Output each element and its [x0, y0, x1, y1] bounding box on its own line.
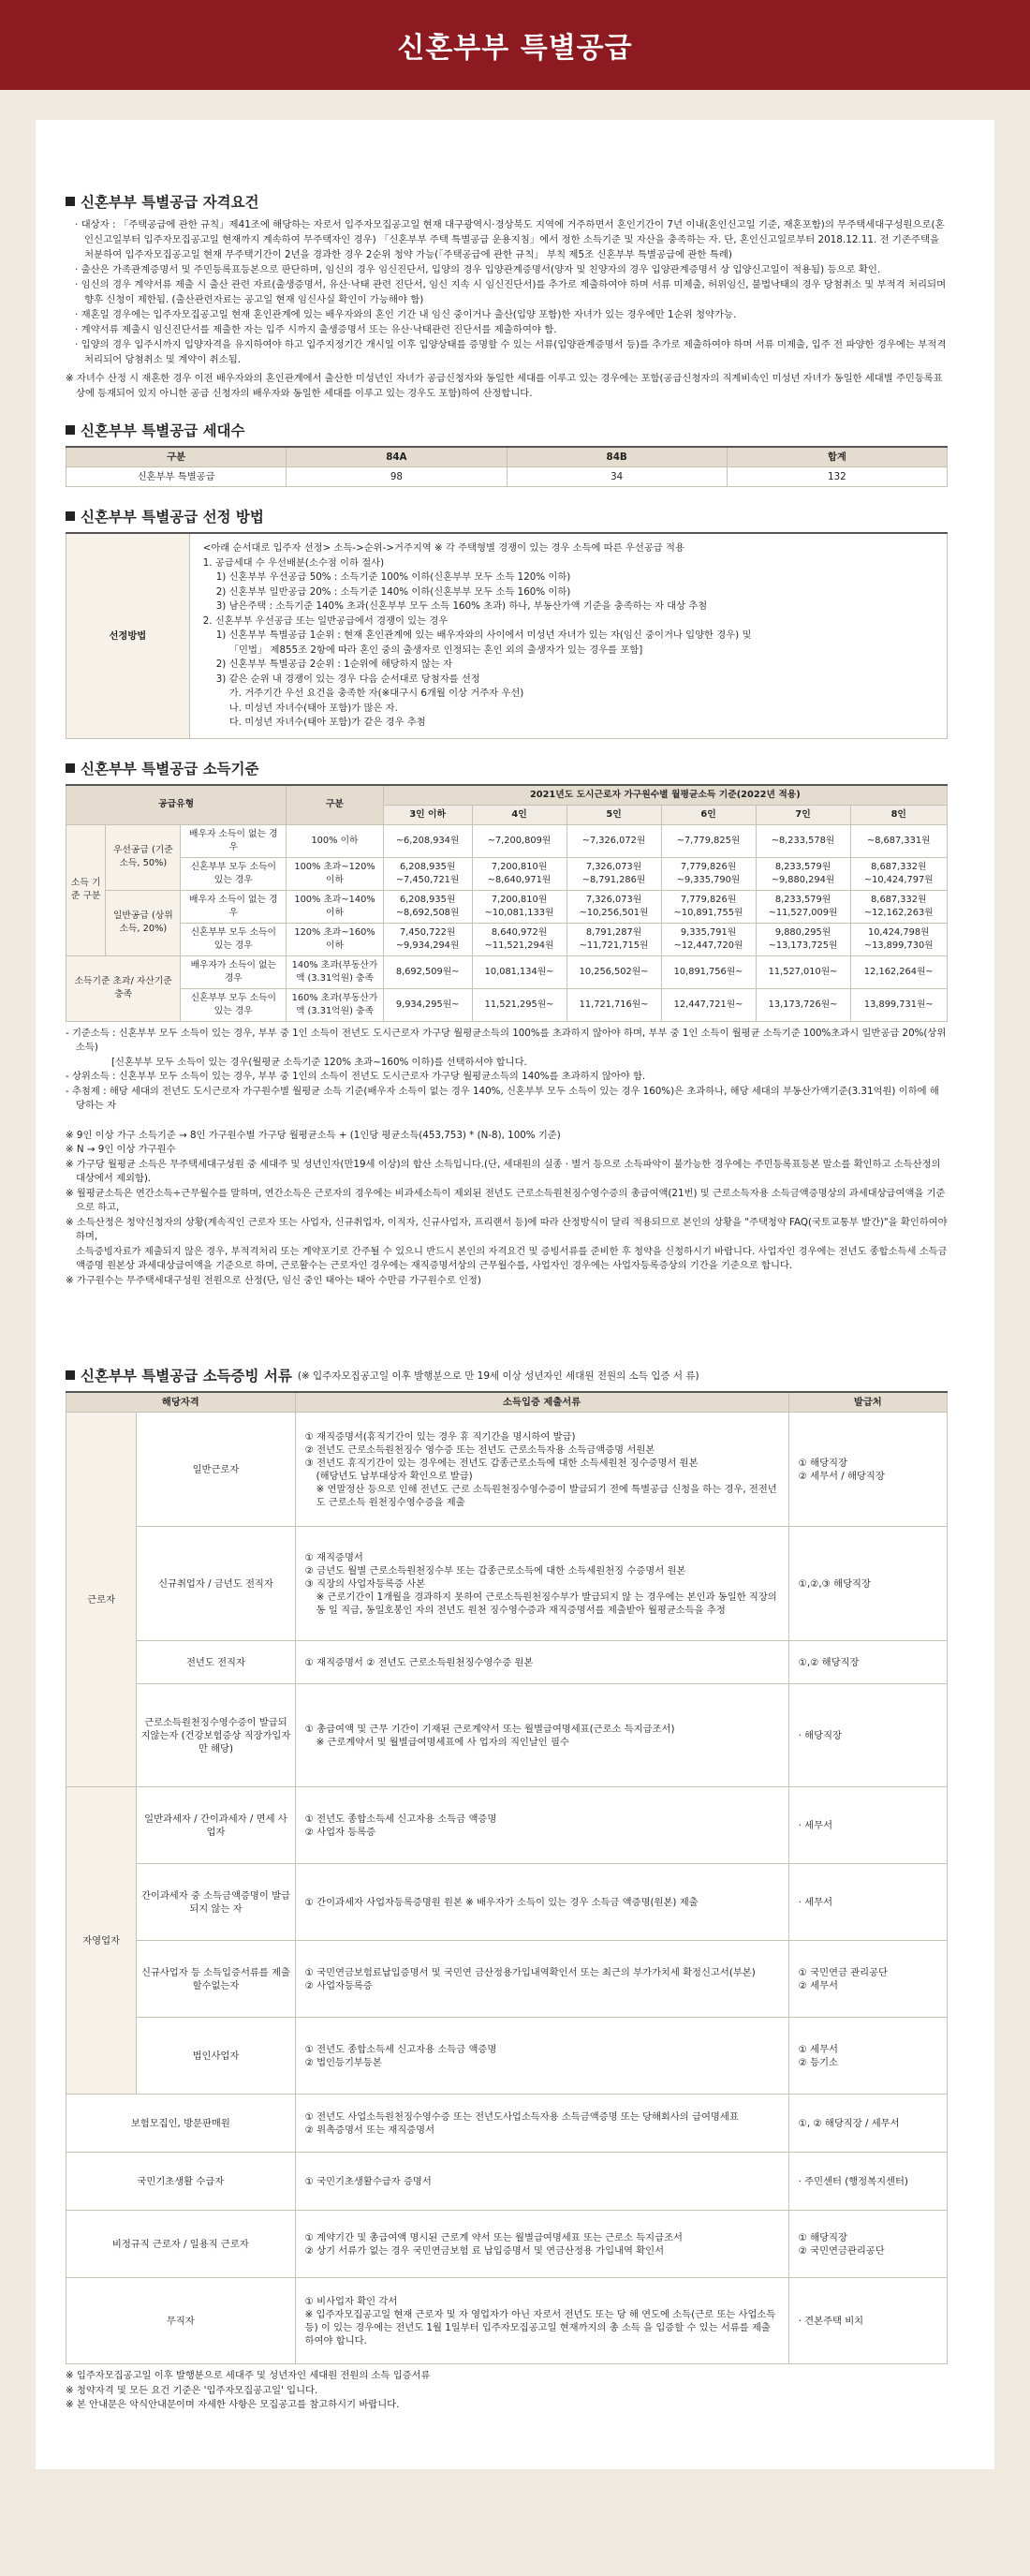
table-row: 근로소득원천징수영수증이 발급되지않는자 (건강보험증상 직장가입자만 해당) ① 총급여액 및 근무 기간이 기재된 근로계약서 또는 월별급여명세표(근로소 득지급조서) ※ 근로계약서 및 월별급여명세표에 사 업자의 직인날인 필수 · 해당직장	[66, 1684, 948, 1787]
section-title: 신혼부부 특별공급 선정 방법	[66, 506, 948, 526]
table-row: 무직자 ① 비사업자 확인 각서 ※ 입주자모집공고일 현재 근로자 및 자 영업자가 아닌 자로서 전년도 또는 당 해 연도에 소득(근로 또는 사업소득 등) 이 있는 경우에는 전년도 1월 1일부터 입주자모집공고일 현재까지의 총 소득 을 입증할 수 있는 서류를 제출하여야 합니다. · 견본주택 비치	[66, 2278, 948, 2364]
selection-method-section	[66, 506, 948, 739]
section-title: 신혼부부 특별공급 자격요건	[66, 191, 948, 212]
table-row: 보험모집인, 방문판매원 ① 전년도 사업소득원천징수영수증 또는 전년도사업소득자용 소득금액증명 또는 당해회사의 급여명세표 ② 위촉증명서 또는 재직증명서 ①, ② 해당직장 / 세무서	[66, 2095, 948, 2153]
list-item: · 출산은 가족관계증명서 및 주민등록표등본으로 판단하며, 임신의 경우 임신진단서, 입양의 경우 입양관계증명서(양자 및 친양자의 경우 입양관계증명서 상 입양신고일이 적용됨) 등으로 확인.	[75, 264, 881, 275]
eligibility-list	[66, 217, 948, 367]
list-item: · 대상자 : 「주택공급에 관한 규칙」제41조에 해당하는 자로서 입주자모집공고일 현재 대구광역시·경상북도 지역에 거주하면서 혼인기간이 7년 이내(혼인신고일 기준, 재혼포함)의 무주택세대구성원으로(혼인신고일부터 입주자모집공고일 현재까지 계속하여 무주택자인 경우) 「신혼부부 주택 특별공급 운용지침」에서 정한 소득기준 및 자산을 충족하는 자. 단, 혼인신고일로부터 2018.12.11. 전 기존주택을 처분하여 입주자모집공고일 현재 무주택기간이 2년을 경과한 경우 2순위 청약 가능(「주택공급에 관한 규칙」 부칙 제5조 신혼부부 특별공급에 관한 특례)	[75, 219, 945, 260]
square-bullet-icon	[66, 763, 75, 773]
table-row: 근로자 일반근로자 ① 재직증명서(휴직기간이 있는 경우 휴 직기간을 명시하여 발급) ② 전년도 근로소득원천징수 영수증 또는 전년도 근로소득자용 소득금액증명 서원본 ③ 전년도 휴직기간이 있는 경우에는 전년도 갑종근로소득에 대한 소득세원천 징수증명서 원본 (해당년도 납부대상자 확인으로 발급) ※ 연말정산 등으로 인해 전년도 근로 소득원천징수영수증이 발급되기 전에 특별공급 신청을 하는 경우, 전전년도 근로소득 원천징수영수증을 제출 ① 해당직장 ② 세무서 / 해당직장	[66, 1413, 948, 1527]
section-title: 신혼부부 특별공급 소득증빙 서류 (※ 입주자모집공고일 이후 발행분으로 만 19세 이상 성년자인 세대원 전원의 소득 입증 서 류)	[66, 1365, 948, 1385]
list-item: · 재혼일 경우에는 입주자모집공고일 현재 혼인관계에 있는 배우자와의 혼인 기간 내 임신 중이거나 출산(입양 포함)한 자녀가 있는 경우에만 1순위 청약가능.	[75, 309, 737, 320]
square-bullet-icon	[66, 1370, 75, 1380]
table-row: 자영업자 일반과세자 / 간이과세자 / 면세 사업자 ① 전년도 종합소득세 신고자용 소득금 액증명 ② 사업자 등록증 · 세무서	[66, 1787, 948, 1864]
table-row: 법인사업자 ① 전년도 종합소득세 신고자용 소득금 액증명 ② 법인등기부등본 ① 세무서 ② 등기소	[66, 2018, 948, 2095]
page-title: 신혼부부 특별공급	[397, 32, 633, 65]
income-criteria-section	[66, 758, 948, 1289]
eligibility-section	[66, 191, 948, 401]
list-item: · 임신의 경우 계약서류 제출 시 출산 관련 자료(출생증명서, 유산·낙태 관련 진단서, 임신 지속 시 임신진단서)를 추가로 제출하여야 하며 서류 미제출, 허위임신, 불법낙태의 경우 당첨취소 및 부적격 처리되며 향후 신청이 제한됨. (출산관련자료는 공고일 현재 임신사실 확인이 가능해야 함)	[75, 279, 947, 305]
income-criteria-table: 공급유형 구분 2021년도 도시근로자 가구원수별 월평균소득 기준(2022년 적용) 3인 이하 4인 5인 6인 7인 8인 소득 기준 구분 우선공급 (기준소득, 50%) 배우자 소득이 없는 경우 100% 이하 ~6,208,934원 ~7,200,809원 ~7,326,072원 ~7,779,825원 ~8,233,578원 ~8,687,331원 신혼부부 모두 소득이 있는 경우 100% 초과~120% 이하 6,208,935원 ~7,450,721원 7,200,810원 ~8,640,971원 7,326,073원 ~8,791,286원 7,779,826원 ~9,335,790원 8,233,579원 ~9,880,294원 8,687,332원 ~10,424,797원 일반공급 (상위소득, 20%) 배우자 소득이 없는 경우 100% 초과~140%이하 6,208,935원 ~8,692,508원 7,200,810원 ~10,081,133원 7,326,073원 ~10,256,501원 7,779,826원 ~10,891,755원 8,233,579원 ~11,527,009원 8,687,332원 ~12,162,263원 신혼부부 모두 소득이 있는 경우 120% 초과~160%이하 7,450,722원 ~9,934,294원 8,640,972원 ~11,521,294원 8,791,287원 ~11,721,715원 9,335,791원 ~12,447,720원 9,880,295원 ~13,173,725원 10,424,798원 ~13,899,730원 소득기준 초과/ 자산기준 충족 배우자가 소득이 없는 경우 140% 초과(부동산가액 (3.31억원) 충족 8,692,509원~ 10,081,134원~ 10,256,502원~ 10,891,756원~ 11,527,010원~ 12,162,264원~ 신혼부부 모두 소득이 있는 경우 160% 초과(부동산가액 (3.31억원) 충족 9,934,295원~ 11,521,295원~ 11,721,716원~ 12,447,721원~ 13,173,726원~ 13,899,731원~	[66, 784, 948, 1022]
table-row: 소득기준 초과/ 자산기준 충족 배우자가 소득이 없는 경우 140% 초과(부동산가액 (3.31억원) 충족 8,692,509원~ 10,081,134원~ 10,256,502원~ 10,891,756원~ 11,527,010원~ 12,162,264원~	[66, 955, 948, 988]
income-notes: - 기준소득 : 신혼부부 모두 소득이 있는 경우, 부부 중 1인 소득이 전년도 도시근로자 가구당 월평균소득의 100%를 초과하지 않아야 하며, 부부 중 1인 소득이 월평균 소득기준 100%초과시 일반공급 20%(상위소득) [신혼부부 모두 소득이 있는 경우(월평균 소득기준 120% 초과~160% 이하)를 선택하셔야 합니다. - 상위소득 : 신혼부부 모두 소득이 있는 경우, 부부 중 1인의 소득이 전년도 도시근로자 가구당 월평균소득의 140%를 초과하지 않아야 함. - 추첨제 : 해당 세대의 전년도 도시근로자 가구원수별 월평균 소득 기준(배우자 소득이 없는 경우 140%, 신혼부부 모두 소득이 있는 경우 160%)은 초과하나, 해당 세대의 부동산가액기준(3.31억원) 이하에 해당하는 자	[66, 1027, 947, 1111]
section-title: 신혼부부 특별공급 세대수	[66, 420, 948, 440]
square-bullet-icon	[66, 425, 75, 435]
table-row: 간이과세자 중 소득금액증명이 발급되지 않는 자 ① 간이과세자 사업자등록증명원 원본 ※ 배우자가 소득이 있는 경우 소득금 액증명(원본) 제출 · 세무서	[66, 1864, 948, 1941]
table-row: 신혼부부 특별공급 98 34 132	[66, 467, 948, 487]
unit-count-section	[66, 420, 948, 487]
content-card	[36, 120, 994, 2469]
square-bullet-icon	[66, 197, 75, 206]
table-row: 신혼부부 모두 소득이 있는 경우 160% 초과(부동산가액 (3.31억원) 충족 9,934,295원~ 11,521,295원~ 11,721,716원~ 12,447,721원~ 13,173,726원~ 13,899,731원~	[66, 988, 948, 1021]
table-row: 비정규직 근로자 / 일용직 근로자 ① 계약기간 및 총급여액 명시된 근로계 약서 또는 월별급여명세표 또는 근로소 득지급조서 ② 상기 서류가 없는 경우 국민연금보험 료 납입증명서 및 연금산정용 가입내역 확인서 ① 해당직장 ② 국민연금관리공단	[66, 2211, 948, 2278]
income-proof-section	[66, 1365, 948, 2413]
table-row: 전년도 전직자 ① 재직증명서 ② 전년도 근로소득원천징수영수증 원본 ①,② 해당직장	[66, 1641, 948, 1684]
footer-notes: ※ 입주자모집공고일 이후 발행분으로 세대주 및 성년자인 세대원 전원의 소득 입증서류 ※ 청약자격 및 모든 요건 기준은 '입주자모집공고일' 입니다. ※ 본 안내문은 악식안내문이며 자세한 사항은 모집공고를 참고하시기 바랍니다.	[66, 2370, 431, 2410]
table-row: 신규사업자 등 소득입증서류를 제출할수없는자 ① 국민연금보험료납입증명서 및 국민연 금산정용가입내역확인서 또는 최근의 부가가치세 확정신고서(부본) ② 사업자등록증 ① 국민연금 관리공단 ② 세무서	[66, 1941, 948, 2018]
list-item: · 입양의 경우 입주시까지 입양자격을 유지하여야 하고 입주지정기간 개시일 이후 입양상태를 증명할 수 있는 서류(입양관계증명서 등)를 추가로 제출하여야 하며 서류 미제출, 입주 전 파양한 경우에는 부적격처리되어 당첨취소 및 계약이 취소됨.	[75, 339, 947, 365]
child-count-note: ※ 자녀수 산정 시 재혼한 경우 이전 배우자와의 혼인관계에서 출산한 미성년인 자녀가 공급신청자와 동일한 세대를 이루고 있는 경우에는 포함(공급신청자의 직계비속인 미성년 자녀가 동일한 세대별 주민등록표상에 등재되어 있지 아니한 공급 신청자의 배우자와 동일한 세대를 이루고 있는 경우도 포함)하여 산정합니다.	[66, 373, 943, 399]
income-proof-table: 해당자격 소득입증 제출서류 발급처 근로자 일반근로자 ① 재직증명서(휴직기간이 있는 경우 휴 직기간을 명시하여 발급) ② 전년도 근로소득원천징수 영수증 또는 전년도 근로소득자용 소득금액증명 서원본 ③ 전년도 휴직기간이 있는 경우에는 전년도 갑종근로소득에 대한 소득세원천 징수증명서 원본 (해당년도 납부대상자 확인으로 발급) ※ 연말정산 등으로 인해 전년도 근로 소득원천징수영수증이 발급되기 전에 특별공급 신청을 하는 경우, 전전년도 근로소득 원천징수영수증을 제출 ① 해당직장 ② 세무서 / 해당직장 신규취업자 / 금년도 전직자 ① 재직증명서 ② 금년도 월별 근로소득원천징수부 또는 갑종근로소득에 대한 소득세원천징 수증명서 원본 ③ 직장의 사업자등록증 사본 ※ 근로기간이 1개월을 경과하지 못하여 근로소득원천징수부가 발급되지 않 는 경우에는 본인과 동일한 직장의 동 일 직급, 동일호봉인 자의 전년도 원천 징수영수증과 재직증명서를 제출받아 월평균소득을 추정 ①,②,③ 해당직장 전년도 전직자 ① 재직증명서 ② 전년도 근로소득원천징수영수증 원본 ①,② 해당직장 근로소득원천징수영수증이 발급되지않는자 (건강보험증상 직장가입자만 해당) ① 총급여액 및 근무 기간이 기재된 근로계약서 또는 월별급여명세표(근로소 득지급조서) ※ 근로계약서 및 월별급여명세표에 사 업자의 직인날인 필수 · 해당직장 자영업자 일반과세자 / 간이과세자 / 면세 사업자 ① 전년도 종합소득세 신고자용 소득금 액증명 ② 사업자 등록증 · 세무서 간이과세자 중 소득금액증명이 발급되지 않는 자 ① 간이과세자 사업자등록증명원 원본 ※ 배우자가 소득이 있는 경우 소득금 액증명(원본) 제출 · 세무서 신규사업자 등 소득입증서류를 제출할수없는자 ① 국민연금보험료납입증명서 및 국민연 금산정용가입내역확인서 또는 최근의 부가가치세 확정신고서(부본) ② 사업자등록증 ① 국민연금 관리공단 ② 세무서 법인사업자 ① 전년도 종합소득세 신고자용 소득금 액증명 ② 법인등기부등본 ① 세무서 ② 등기소 보험모집인, 방문판매원 ① 전년도 사업소득원천징수영수증 또는 전년도사업소득자용 소득금액증명 또는 당해회사의 급여명세표 ② 위촉증명서 또는 재직증명서 ①, ② 해당직장 / 세무서 국민기초생활 수급자 ① 국민기초생활수급자 증명서 · 주민센터 (행정복지센터) 비정규직 근로자 / 일용직 근로자 ① 계약기간 및 총급여액 명시된 근로계 약서 또는 월별급여명세표 또는 근로소 득지급조서 ② 상기 서류가 없는 경우 국민연금보험 료 납입증명서 및 연금산정용 가입내역 확인서 ① 해당직장 ② 국민연금관리공단 무직자 ① 비사업자 확인 각서 ※ 입주자모집공고일 현재 근로자 및 자 영업자가 아닌 자로서 전년도 또는 당 해 연도에 소득(근로 또는 사업소득 등) 이 있는 경우에는 전년도 1월 1일부터 입주자모집공고일 현재까지의 총 소득 을 입증할 수 있는 서류를 제출하여야 합니다. · 견본주택 비치	[66, 1391, 948, 2364]
table-row: 일반공급 (상위소득, 20%) 배우자 소득이 없는 경우 100% 초과~140%이하 6,208,935원 ~8,692,508원 7,200,810원 ~10,081,133원 7,326,073원 ~10,256,501원 7,779,826원 ~10,891,755원 8,233,579원 ~11,527,009원 8,687,332원 ~12,162,263원	[66, 890, 948, 923]
table-row: 국민기초생활 수급자 ① 국민기초생활수급자 증명서 · 주민센터 (행정복지센터)	[66, 2153, 948, 2211]
list-item: · 계약서류 제출시 임신진단서를 제출한 자는 입주 시까지 출생증명서 또는 유산·낙태관련 진단서를 제출하여야 함.	[75, 324, 557, 335]
income-remarks: ※ 9인 이상 가구 소득기준 → 8인 가구원수별 가구당 월평균소득 + (1인당 평균소득(453,753) * (N-8), 100% 기준) ※ N → 9인 이상 가구원수 ※ 가구당 월평균 소득은 무주택세대구성원 중 세대주 및 성년인자(만19세 이상)의 합산 소득입니다.(단, 세대원의 실종 · 별거 등으로 소득파악이 불가능한 경우에는 주민등록표등본 말소를 확인하고 소득산정의 대상에서 제외함). ※ 월평균소득은 연간소득÷근무월수를 말하며, 연간소득은 근로자의 경우에는 비과세소득이 제외된 전년도 근로소득원천징수영수증의 총급여액(21번) 및 근로소득자용 소득금액증명상의 과세대상급여액을 기준으로 하고, ※ 소득산정은 청약신청자의 상황(계속직인 근로자 또는 사업자, 신규취업자, 이직자, 신규사업자, 프리랜서 등)에 따라 산정방식이 달리 적용되므로 본인의 상황을 "주택청약 FAQ(국토교통부 발간)"을 확인하여야 하며, 소득증빙자료가 제출되지 않은 경우, 부적격처리 또는 계약포기로 간주될 수 있으니 반드시 본인의 자격요건 및 증빙서류를 준비한 후 청약을 신청하시기 바랍니다. 사업자인 경우에는 전년도 종합소득세 소득금액증명 원본상 과세대상급여액을 기준으로 하며, 근로활수는 근로자인 경우에는 재직증명서상의 근무월수를, 사업자인 경우에는 사업자등록증상의 기간을 기준으로 합니다. ※ 가구원수는 무주택세대구성원 전원으로 산정(단, 임신 중인 태아는 태아 수만큼 가구원수로 인정)	[66, 1129, 948, 1286]
table-row: 소득 기준 구분 우선공급 (기준소득, 50%) 배우자 소득이 없는 경우 100% 이하 ~6,208,934원 ~7,200,809원 ~7,326,072원 ~7,779,825원 ~8,233,578원 ~8,687,331원	[66, 824, 948, 857]
square-bullet-icon	[66, 511, 75, 521]
selection-method-text: <아래 순서대로 입주자 선정> 소득->순위->거주지역 ※ 각 주택형별 경쟁이 있는 경우 소득에 따른 우선공급 적용 1. 공급세대 수 우선배분(소수점 이하 절사) 1) 신혼부부 우선공급 50% : 소득기준 100% 이하(신혼부부 모두 소득 120% 이하) 2) 신혼부부 일반공급 20% : 소득기준 140% 이하(신혼부부 모두 소득 160% 이하) 3) 남은주택 : 소득기준 140% 초과(신혼부부 모두 소득 160% 초과) 하나, 부동산가액 기준을 충족하는 자 대상 추첨 2. 신혼부부 우선공급 또는 일반공급에서 경쟁이 있는 경우 1) 신혼부부 특별공급 1순위 : 현재 혼인관계에 있는 배우자와의 사이에서 미성년 자녀가 있는 자(임신 중이거나 입양한 경우) 및 「민법」 제855조 2항에 따라 혼인 중의 출생자로 인정되는 혼인 외의 출생자가 있는 경우를 포함] 2) 신혼부부 특별공급 2순위 : 1순위에 해당하지 않는 자 3) 같은 순위 내 경쟁이 있는 경우 다음 순서대로 당첨자를 선정 가. 거주기간 우선 요건을 충족한 자(※대구시 6개월 이상 거주자 우선) 나. 미성년 자녀수(태아 포함)가 많은 자. 다. 미성년 자녀수(태아 포함)가 같은 경우 추첨	[189, 533, 947, 738]
table-row: 신규취업자 / 금년도 전직자 ① 재직증명서 ② 금년도 월별 근로소득원천징수부 또는 갑종근로소득에 대한 소득세원천징 수증명서 원본 ③ 직장의 사업자등록증 사본 ※ 근로기간이 1개월을 경과하지 못하여 근로소득원천징수부가 발급되지 않 는 경우에는 본인과 동일한 직장의 동 일 직급, 동일호봉인 자의 전년도 원천 징수영수증과 재직증명서를 제출받아 월평균소득을 추정 ①,②,③ 해당직장	[66, 1527, 948, 1641]
table-row: 신혼부부 모두 소득이 있는 경우 120% 초과~160%이하 7,450,722원 ~9,934,294원 8,640,972원 ~11,521,294원 8,791,287원 ~11,721,715원 9,335,791원 ~12,447,720원 9,880,295원 ~13,173,725원 10,424,798원 ~13,899,730원	[66, 923, 948, 955]
selection-method-table: 선정방법 <아래 순서대로 입주자 선정> 소득->순위->거주지역 ※ 각 주택형별 경쟁이 있는 경우 소득에 따른 우선공급 적용 1. 공급세대 수 우선배분(소수점 이하 절사) 1) 신혼부부 우선공급 50% : 소득기준 100% 이하(신혼부부 모두 소득 120% 이하) 2) 신혼부부 일반공급 20% : 소득기준 140% 이하(신혼부부 모두 소득 160% 이하) 3) 남은주택 : 소득기준 140% 초과(신혼부부 모두 소득 160% 초과) 하나, 부동산가액 기준을 충족하는 자 대상 추첨 2. 신혼부부 우선공급 또는 일반공급에서 경쟁이 있는 경우 1) 신혼부부 특별공급 1순위 : 현재 혼인관계에 있는 배우자와의 사이에서 미성년 자녀가 있는 자(임신 중이거나 입양한 경우) 및 「민법」 제855조 2항에 따라 혼인 중의 출생자로 인정되는 혼인 외의 출생자가 있는 경우를 포함] 2) 신혼부부 특별공급 2순위 : 1순위에 해당하지 않는 자 3) 같은 순위 내 경쟁이 있는 경우 다음 순서대로 당첨자를 선정 가. 거주기간 우선 요건을 충족한 자(※대구시 6개월 이상 거주자 우선) 나. 미성년 자녀수(태아 포함)가 많은 자. 다. 미성년 자녀수(태아 포함)가 같은 경우 추첨	[66, 532, 948, 739]
unit-count-table: 구분 84A 84B 합계 신혼부부 특별공급 98 34 132	[66, 446, 948, 487]
table-row: 신혼부부 모두 소득이 있는 경우 100% 초과~120% 이하 6,208,935원 ~7,450,721원 7,200,810원 ~8,640,971원 7,326,073원 ~8,791,286원 7,779,826원 ~9,335,790원 8,233,579원 ~9,880,294원 8,687,332원 ~10,424,797원	[66, 857, 948, 890]
section-title: 신혼부부 특별공급 소득기준	[66, 758, 948, 778]
page-header	[0, 0, 1030, 90]
